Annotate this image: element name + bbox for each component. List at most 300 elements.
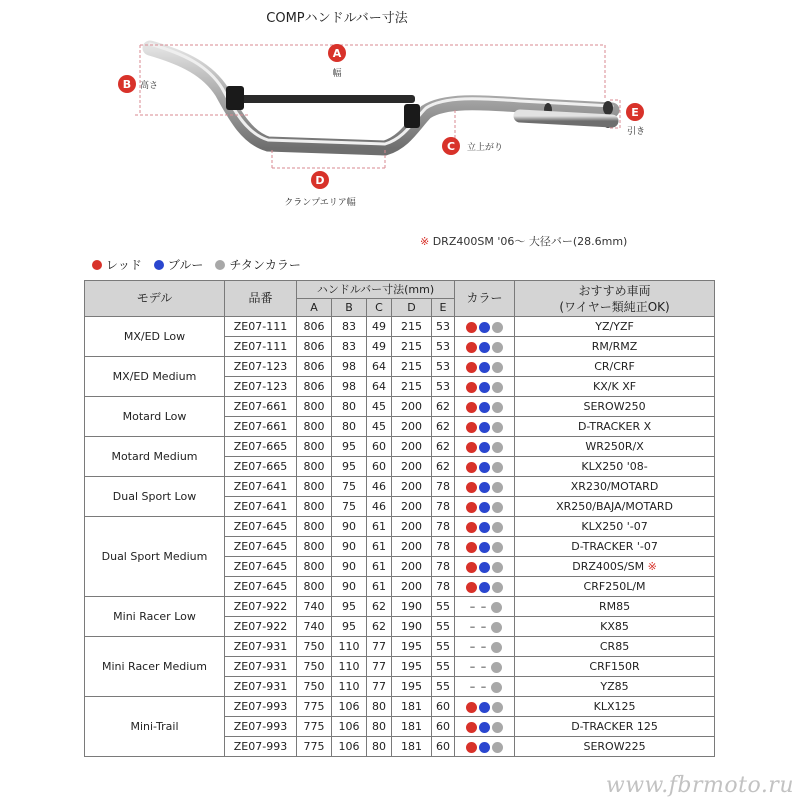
spec-table xyxy=(84,280,715,757)
note-mark: ※ xyxy=(644,560,657,573)
part-number: ZE07-922 xyxy=(225,617,297,637)
dim-c-value: 61 xyxy=(367,557,392,577)
gray-dot-icon xyxy=(492,522,503,533)
dim-b-value: 110 xyxy=(332,677,367,697)
dim-d-value: 200 xyxy=(392,577,432,597)
recommended-bike xyxy=(515,737,715,757)
dim-e-value: 55 xyxy=(432,597,455,617)
color-options xyxy=(455,737,515,757)
dim-b-value: 90 xyxy=(332,537,367,557)
gray-dot-icon xyxy=(492,342,503,353)
dim-c-value: 77 xyxy=(367,677,392,697)
color-options xyxy=(455,697,515,717)
blue-dot-icon xyxy=(479,502,490,513)
bike-name: KX/K XF xyxy=(593,380,637,393)
dim-b-value: 90 xyxy=(332,517,367,537)
table-row xyxy=(85,437,715,457)
color-options xyxy=(455,377,515,397)
table-row xyxy=(85,317,715,337)
part-number: ZE07-661 xyxy=(225,397,297,417)
red-dot-icon xyxy=(92,260,102,270)
part-number: ZE07-993 xyxy=(225,697,297,717)
dash-mark: – xyxy=(480,600,487,613)
part-number: ZE07-645 xyxy=(225,517,297,537)
blue-dot-icon xyxy=(479,322,490,333)
blue-dot-icon xyxy=(154,260,164,270)
part-number: ZE07-641 xyxy=(225,477,297,497)
dim-b-value: 95 xyxy=(332,617,367,637)
dim-e-value: 60 xyxy=(432,737,455,757)
dim-b-value: 90 xyxy=(332,557,367,577)
dim-d-value: 215 xyxy=(392,377,432,397)
dim-b-value: 80 xyxy=(332,397,367,417)
legend-red xyxy=(92,256,142,273)
bike-name: SEROW250 xyxy=(583,400,646,413)
dim-c-value: 62 xyxy=(367,597,392,617)
bike-name: RM/RMZ xyxy=(591,340,638,353)
bike-name: RM85 xyxy=(598,600,631,613)
part-number: ZE07-931 xyxy=(225,677,297,697)
dim-e-value: 53 xyxy=(432,317,455,337)
dim-b-value: 95 xyxy=(332,457,367,477)
color-options xyxy=(455,417,515,437)
dim-a-value: 800 xyxy=(297,577,332,597)
dim-c-value: 80 xyxy=(367,737,392,757)
part-number: ZE07-645 xyxy=(225,537,297,557)
part-number: ZE07-645 xyxy=(225,577,297,597)
recommended-bike xyxy=(515,497,715,517)
dim-d-value: 181 xyxy=(392,697,432,717)
color-options xyxy=(455,357,515,377)
dash-mark: – xyxy=(469,640,476,653)
header-dim-e: E xyxy=(432,299,455,317)
gray-dot-icon xyxy=(491,602,502,613)
color-options xyxy=(455,437,515,457)
dimension-c-label: 立上がり xyxy=(467,143,504,153)
dim-a-value: 775 xyxy=(297,737,332,757)
blue-dot-icon xyxy=(479,582,490,593)
dim-c-value: 64 xyxy=(367,357,392,377)
blue-dot-icon xyxy=(479,422,490,433)
dim-a-value: 806 xyxy=(297,377,332,397)
dim-c-value: 80 xyxy=(367,697,392,717)
dim-c-value: 49 xyxy=(367,317,392,337)
color-options xyxy=(455,557,515,577)
dim-b-value: 110 xyxy=(332,637,367,657)
part-number: ZE07-123 xyxy=(225,377,297,397)
part-number: ZE07-993 xyxy=(225,717,297,737)
header-dimensions: ハンドルバー寸法(mm) xyxy=(297,281,455,299)
dash-mark: – xyxy=(480,620,487,633)
dim-d-value: 190 xyxy=(392,597,432,617)
dim-b-value: 98 xyxy=(332,357,367,377)
gray-dot-icon xyxy=(492,722,503,733)
part-number: ZE07-993 xyxy=(225,737,297,757)
diagram-title: COMPハンドルバー寸法 xyxy=(266,11,408,26)
red-dot-icon xyxy=(466,502,477,513)
blue-dot-icon xyxy=(479,702,490,713)
red-dot-icon xyxy=(466,462,477,473)
recommended-bike xyxy=(515,657,715,677)
table-row xyxy=(85,637,715,657)
svg-text:A: A xyxy=(332,47,342,60)
dim-c-value: 77 xyxy=(367,637,392,657)
dim-a-value: 800 xyxy=(297,437,332,457)
dim-b-value: 83 xyxy=(332,337,367,357)
recommended-bike xyxy=(515,477,715,497)
gray-dot-icon xyxy=(491,642,502,653)
color-options xyxy=(455,517,515,537)
gray-dot-icon xyxy=(492,422,503,433)
part-number: ZE07-665 xyxy=(225,457,297,477)
dim-a-value: 800 xyxy=(297,517,332,537)
dim-d-value: 200 xyxy=(392,457,432,477)
dim-a-value: 800 xyxy=(297,417,332,437)
watermark: www.fbrmoto.ru xyxy=(605,773,794,798)
color-options xyxy=(455,597,515,617)
dim-c-value: 60 xyxy=(367,437,392,457)
dim-a-value: 806 xyxy=(297,357,332,377)
header-recommended-line1: おすすめ車両 xyxy=(578,283,651,298)
dim-b-value: 110 xyxy=(332,657,367,677)
recommended-bike xyxy=(515,637,715,657)
recommended-bike xyxy=(515,697,715,717)
color-options xyxy=(455,537,515,557)
table-row xyxy=(85,597,715,617)
red-dot-icon xyxy=(466,702,477,713)
gray-dot-icon xyxy=(492,562,503,573)
legend-blue xyxy=(154,256,204,273)
dash-mark: – xyxy=(469,620,476,633)
gray-dot-icon xyxy=(491,622,502,633)
dash-mark: – xyxy=(480,660,487,673)
dim-c-value: 62 xyxy=(367,617,392,637)
header-recommended xyxy=(515,281,715,317)
bike-name: KLX125 xyxy=(593,700,636,713)
red-dot-icon xyxy=(466,342,477,353)
color-legend xyxy=(92,256,313,273)
dim-c-value: 46 xyxy=(367,477,392,497)
color-options xyxy=(455,637,515,657)
dim-e-value: 55 xyxy=(432,657,455,677)
model-name: Mini-Trail xyxy=(85,697,225,757)
bike-name: YZ85 xyxy=(600,680,629,693)
table-row xyxy=(85,517,715,537)
dim-d-value: 195 xyxy=(392,657,432,677)
dim-b-value: 95 xyxy=(332,437,367,457)
part-number: ZE07-111 xyxy=(225,317,297,337)
dimension-e-label: 引き xyxy=(627,127,646,137)
dim-d-value: 200 xyxy=(392,517,432,537)
dim-b-value: 75 xyxy=(332,477,367,497)
blue-dot-icon xyxy=(479,342,490,353)
dim-a-value: 800 xyxy=(297,397,332,417)
part-number: ZE07-111 xyxy=(225,337,297,357)
bike-name: KLX250 '08- xyxy=(581,460,648,473)
note-text: DRZ400SM '06～ 大径バー(28.6mm) xyxy=(429,235,628,248)
color-options xyxy=(455,457,515,477)
dim-e-value: 55 xyxy=(432,677,455,697)
color-options xyxy=(455,617,515,637)
recommended-bike xyxy=(515,397,715,417)
dim-e-value: 62 xyxy=(432,437,455,457)
dim-b-value: 90 xyxy=(332,577,367,597)
bike-name: SEROW225 xyxy=(583,740,646,753)
table-row xyxy=(85,357,715,377)
bike-name: CR/CRF xyxy=(594,360,635,373)
dim-a-value: 750 xyxy=(297,677,332,697)
dim-e-value: 55 xyxy=(432,637,455,657)
dim-a-value: 750 xyxy=(297,657,332,677)
spec-table-body xyxy=(85,317,715,757)
bike-name: WR250R/X xyxy=(585,440,644,453)
dim-e-value: 60 xyxy=(432,697,455,717)
color-options xyxy=(455,317,515,337)
dim-e-value: 53 xyxy=(432,337,455,357)
recommended-bike xyxy=(515,677,715,697)
recommended-bike xyxy=(515,717,715,737)
dimension-e-badge xyxy=(626,103,644,121)
dim-d-value: 200 xyxy=(392,437,432,457)
dim-a-value: 800 xyxy=(297,537,332,557)
bike-name: CRF250L/M xyxy=(583,580,646,593)
dim-a-value: 750 xyxy=(297,637,332,657)
dim-e-value: 78 xyxy=(432,577,455,597)
red-dot-icon xyxy=(466,362,477,373)
dim-e-value: 78 xyxy=(432,477,455,497)
blue-dot-icon xyxy=(479,522,490,533)
model-name: Dual Sport Medium xyxy=(85,517,225,597)
header-color: カラー xyxy=(455,281,515,317)
part-number: ZE07-931 xyxy=(225,657,297,677)
blue-dot-icon xyxy=(479,382,490,393)
header-dim-d: D xyxy=(392,299,432,317)
dim-a-value: 800 xyxy=(297,497,332,517)
gray-dot-icon xyxy=(492,462,503,473)
svg-text:B: B xyxy=(122,78,132,91)
model-name: Motard Low xyxy=(85,397,225,437)
dim-d-value: 215 xyxy=(392,317,432,337)
gray-dot-icon xyxy=(492,482,503,493)
color-options xyxy=(455,397,515,417)
dimension-d-label: クランプエリア幅 xyxy=(284,198,356,208)
header-model: モデル xyxy=(85,281,225,317)
blue-dot-icon xyxy=(479,402,490,413)
dimension-b-label: 高さ xyxy=(140,81,159,91)
dim-e-value: 53 xyxy=(432,377,455,397)
dim-a-value: 806 xyxy=(297,337,332,357)
color-options xyxy=(455,577,515,597)
dim-c-value: 64 xyxy=(367,377,392,397)
red-dot-icon xyxy=(466,542,477,553)
bike-name: KLX250 '-07 xyxy=(581,520,648,533)
dim-b-value: 106 xyxy=(332,737,367,757)
model-name: Mini Racer Medium xyxy=(85,637,225,697)
model-name: Dual Sport Low xyxy=(85,477,225,517)
dim-e-value: 78 xyxy=(432,497,455,517)
red-dot-icon xyxy=(466,522,477,533)
svg-text:C: C xyxy=(446,140,456,153)
recommended-bike xyxy=(515,417,715,437)
dim-a-value: 740 xyxy=(297,617,332,637)
dim-b-value: 80 xyxy=(332,417,367,437)
gray-dot-icon xyxy=(491,662,502,673)
dim-d-value: 200 xyxy=(392,537,432,557)
bike-name: XR230/MOTARD xyxy=(570,480,659,493)
header-part: 品番 xyxy=(225,281,297,317)
dim-c-value: 80 xyxy=(367,717,392,737)
dim-e-value: 62 xyxy=(432,397,455,417)
svg-text:D: D xyxy=(315,174,325,187)
legend-gray-label: チタンカラー xyxy=(229,258,301,272)
dim-d-value: 200 xyxy=(392,497,432,517)
dim-e-value: 60 xyxy=(432,717,455,737)
red-dot-icon xyxy=(466,422,477,433)
dash-mark: – xyxy=(480,680,487,693)
gray-dot-icon xyxy=(492,322,503,333)
size-note xyxy=(420,233,627,249)
gray-dot-icon xyxy=(491,682,502,693)
legend-red-label: レッド xyxy=(106,258,142,272)
dim-d-value: 215 xyxy=(392,337,432,357)
dim-a-value: 775 xyxy=(297,717,332,737)
bike-name: DRZ400S/SM xyxy=(572,560,645,573)
part-number: ZE07-123 xyxy=(225,357,297,377)
dim-c-value: 77 xyxy=(367,657,392,677)
recommended-bike xyxy=(515,537,715,557)
recommended-bike xyxy=(515,337,715,357)
bar-end-upper xyxy=(603,101,613,115)
dim-d-value: 181 xyxy=(392,717,432,737)
red-dot-icon xyxy=(466,562,477,573)
color-options xyxy=(455,677,515,697)
blue-dot-icon xyxy=(479,562,490,573)
dim-a-value: 740 xyxy=(297,597,332,617)
dim-d-value: 195 xyxy=(392,637,432,657)
blue-dot-icon xyxy=(479,442,490,453)
dash-mark: – xyxy=(480,640,487,653)
note-mark: ※ xyxy=(420,235,430,248)
gray-dot-icon xyxy=(492,362,503,373)
dim-d-value: 200 xyxy=(392,557,432,577)
bike-name: YZ/YZF xyxy=(595,320,634,333)
model-name: MX/ED Medium xyxy=(85,357,225,397)
table-row xyxy=(85,477,715,497)
recommended-bike xyxy=(515,357,715,377)
handlebar-diagram xyxy=(0,0,802,250)
dim-c-value: 45 xyxy=(367,397,392,417)
model-name: Motard Medium xyxy=(85,437,225,477)
red-dot-icon xyxy=(466,322,477,333)
dim-e-value: 53 xyxy=(432,357,455,377)
legend-gray xyxy=(215,256,300,273)
gray-dot-icon xyxy=(492,742,503,753)
recommended-bike xyxy=(515,457,715,477)
gray-dot-icon xyxy=(215,260,225,270)
crossbar xyxy=(235,95,415,103)
gray-dot-icon xyxy=(492,402,503,413)
header-dim-b: B xyxy=(332,299,367,317)
recommended-bike xyxy=(515,437,715,457)
header-recommended-line2: (ワイヤー類純正OK) xyxy=(559,299,670,314)
dim-b-value: 83 xyxy=(332,317,367,337)
recommended-bike xyxy=(515,517,715,537)
gray-dot-icon xyxy=(492,582,503,593)
blue-dot-icon xyxy=(479,542,490,553)
dim-c-value: 46 xyxy=(367,497,392,517)
bike-name: D-TRACKER 125 xyxy=(571,720,658,733)
dim-e-value: 78 xyxy=(432,537,455,557)
dim-a-value: 800 xyxy=(297,457,332,477)
part-number: ZE07-922 xyxy=(225,597,297,617)
dim-b-value: 95 xyxy=(332,597,367,617)
gray-dot-icon xyxy=(492,502,503,513)
dim-a-value: 775 xyxy=(297,697,332,717)
part-number: ZE07-931 xyxy=(225,637,297,657)
color-options xyxy=(455,337,515,357)
red-dot-icon xyxy=(466,722,477,733)
bike-name: KX85 xyxy=(600,620,629,633)
color-options xyxy=(455,657,515,677)
dim-c-value: 60 xyxy=(367,457,392,477)
blue-dot-icon xyxy=(479,482,490,493)
bike-name: D-TRACKER X xyxy=(577,420,652,433)
color-options xyxy=(455,477,515,497)
part-number: ZE07-641 xyxy=(225,497,297,517)
dim-c-value: 61 xyxy=(367,577,392,597)
red-dot-icon xyxy=(466,482,477,493)
dimension-c-badge xyxy=(442,137,460,155)
dim-d-value: 200 xyxy=(392,397,432,417)
crossbar-clamp-left xyxy=(226,86,244,110)
dim-d-value: 200 xyxy=(392,417,432,437)
recommended-bike xyxy=(515,557,715,577)
red-dot-icon xyxy=(466,582,477,593)
model-name: Mini Racer Low xyxy=(85,597,225,637)
dim-b-value: 75 xyxy=(332,497,367,517)
crossbar-clamp-right xyxy=(404,104,420,128)
dim-d-value: 190 xyxy=(392,617,432,637)
dim-e-value: 78 xyxy=(432,517,455,537)
legend-blue-label: ブルー xyxy=(167,258,204,272)
dim-e-value: 62 xyxy=(432,457,455,477)
recommended-bike xyxy=(515,617,715,637)
recommended-bike xyxy=(515,377,715,397)
dim-b-value: 106 xyxy=(332,717,367,737)
dim-c-value: 61 xyxy=(367,517,392,537)
dim-e-value: 78 xyxy=(432,557,455,577)
blue-dot-icon xyxy=(479,362,490,373)
recommended-bike xyxy=(515,577,715,597)
dim-d-value: 215 xyxy=(392,357,432,377)
dim-e-value: 55 xyxy=(432,617,455,637)
recommended-bike xyxy=(515,317,715,337)
red-dot-icon xyxy=(466,742,477,753)
svg-text:E: E xyxy=(631,106,639,119)
bike-name: D-TRACKER '-07 xyxy=(571,540,658,553)
dim-a-value: 806 xyxy=(297,317,332,337)
dim-d-value: 181 xyxy=(392,737,432,757)
dim-c-value: 61 xyxy=(367,537,392,557)
dim-e-value: 62 xyxy=(432,417,455,437)
part-number: ZE07-661 xyxy=(225,417,297,437)
dim-c-value: 49 xyxy=(367,337,392,357)
dim-b-value: 98 xyxy=(332,377,367,397)
dim-b-value: 106 xyxy=(332,697,367,717)
red-dot-icon xyxy=(466,402,477,413)
table-row xyxy=(85,397,715,417)
table-row xyxy=(85,697,715,717)
